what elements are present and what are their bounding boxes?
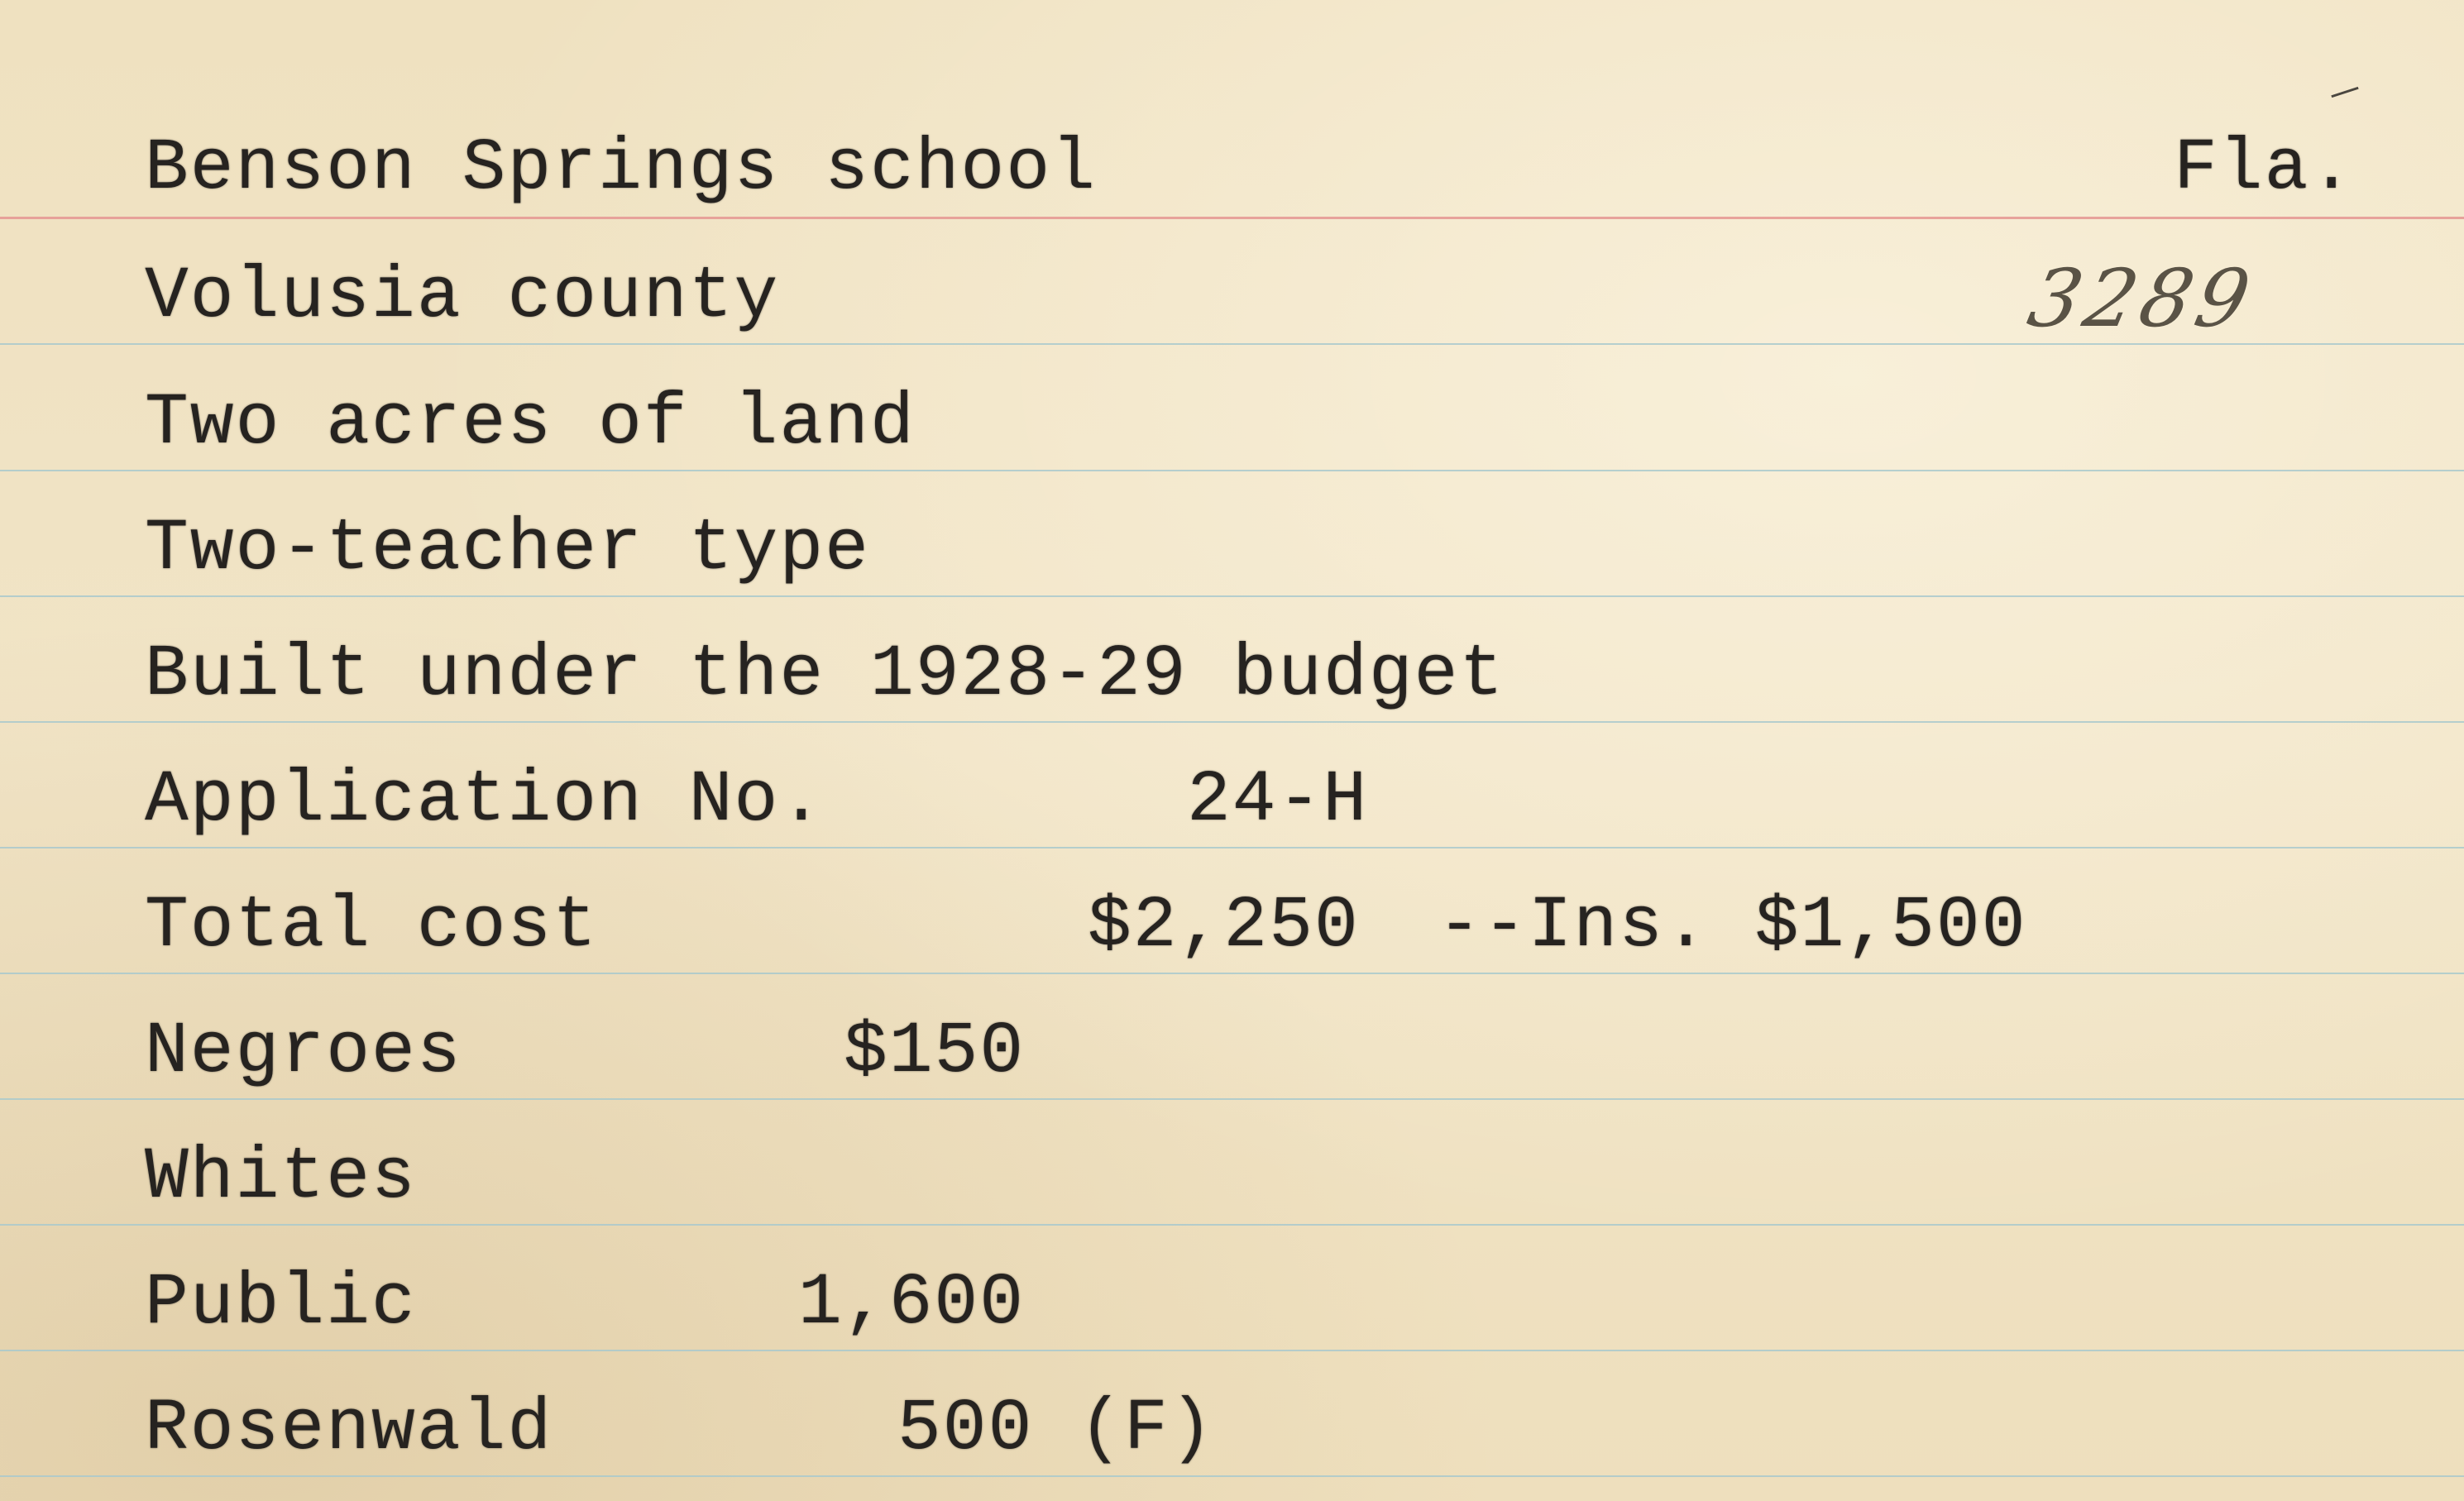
card-line <box>0 999 2464 1098</box>
top-red-rule <box>0 217 2464 219</box>
whites-label: Whites <box>145 1137 417 1219</box>
ruled-line <box>0 847 2464 848</box>
card-line <box>0 622 2464 721</box>
rosenwald-label: Rosenwald <box>145 1389 553 1470</box>
card-line <box>0 873 2464 973</box>
application-label: Application No. <box>145 760 825 842</box>
negroes-value: $150 <box>844 1011 1026 1093</box>
card-line <box>0 1376 2464 1475</box>
ruled-line <box>0 721 2464 723</box>
rosenwald-value: 500 (F) <box>897 1389 1215 1470</box>
negroes-label: Negroes <box>145 1011 462 1093</box>
ruled-line <box>0 1224 2464 1226</box>
ruled-line <box>0 973 2464 974</box>
application-number: 24-H <box>1187 760 1369 842</box>
state-abbrev: Fla. <box>2174 128 2356 210</box>
total-cost-value: $2,250 <box>1088 886 1360 968</box>
insurance-value: --Ins. $1,500 <box>1438 886 2027 968</box>
card-line <box>0 116 2464 215</box>
ruled-line <box>0 595 2464 597</box>
card-line <box>0 1250 2464 1350</box>
card-line <box>0 496 2464 595</box>
type-text: Two-teacher type <box>145 509 870 590</box>
card-line <box>0 1125 2464 1224</box>
ruled-line <box>0 1350 2464 1351</box>
ruled-line <box>0 470 2464 471</box>
county: Volusia county <box>145 256 780 338</box>
public-label: Public <box>145 1263 417 1345</box>
ruled-line <box>0 1475 2464 1477</box>
budget-text: Built under the 1928-29 budget <box>145 634 1505 716</box>
card-line <box>0 370 2464 470</box>
public-value: 1,600 <box>798 1263 1026 1345</box>
handwritten-number: 3289 <box>2021 252 2263 345</box>
card-line <box>0 748 2464 847</box>
ruled-line <box>0 1098 2464 1100</box>
land-text: Two acres of land <box>145 383 916 465</box>
total-cost-label: Total cost <box>145 886 599 968</box>
pencil-mark <box>2331 87 2358 98</box>
school-name: Benson Springs school <box>145 128 1097 210</box>
